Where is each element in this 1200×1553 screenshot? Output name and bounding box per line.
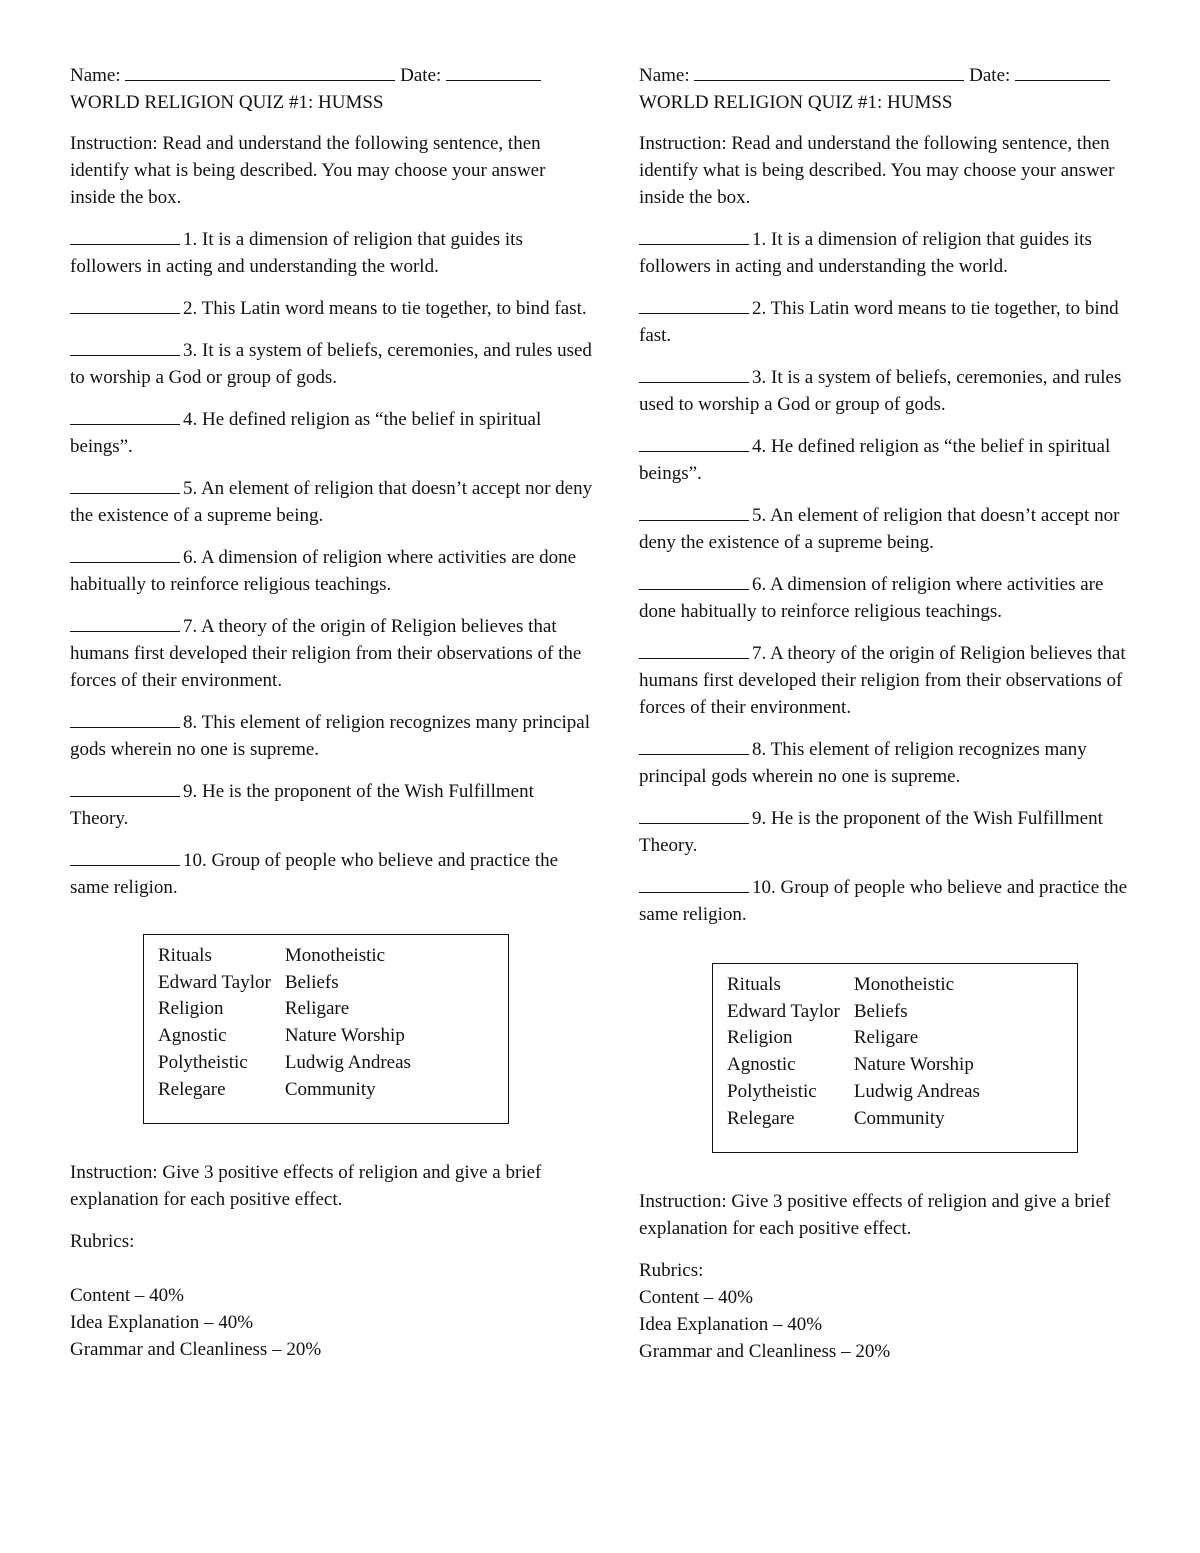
choice-option: Polytheistic (158, 1051, 248, 1073)
question-item (639, 805, 1129, 859)
choice-option: Religion (158, 998, 224, 1020)
question-text: 3. It is a system of beliefs, ceremonies, and rules used to worship a God or group of gods. (70, 340, 592, 388)
choice-option: Religare (284, 998, 350, 1020)
answer-blank[interactable] (639, 433, 749, 452)
question-item (70, 544, 595, 598)
question-item (639, 736, 1129, 790)
choice-option: Agnostic (727, 1054, 796, 1076)
date-label: Date: (969, 65, 1011, 86)
choice-row (727, 999, 994, 1026)
answer-blank[interactable] (639, 736, 749, 755)
question-item (70, 847, 595, 901)
choice-option: Relegare (158, 1078, 226, 1100)
instruction-essay: Instruction: Give 3 positive effects of religion and give a brief explanation for each positive effect. (70, 1162, 542, 1210)
answer-blank[interactable] (70, 709, 180, 728)
rubrics-label: Rubrics: (639, 1260, 704, 1281)
choice-option: Nature Worship (284, 1025, 405, 1047)
question-text: 8. This element of religion recognizes many principal gods wherein no one is supreme. (70, 712, 590, 760)
question-item (70, 613, 595, 694)
question-text: 3. It is a system of beliefs, ceremonies, and rules used to worship a God or group of gods. (639, 367, 1122, 415)
question-item (639, 433, 1129, 487)
choice-row (158, 1050, 425, 1077)
name-field[interactable] (694, 62, 964, 81)
choice-option: Monotheistic (853, 974, 955, 995)
rubric-item: Idea Explanation – 40% (70, 1312, 254, 1333)
answer-blank[interactable] (639, 805, 749, 824)
rubric-list (639, 1284, 1129, 1365)
question-text: 8. This element of religion recognizes many principal gods wherein no one is supreme. (639, 739, 1087, 787)
instruction-essay: Instruction: Give 3 positive effects of religion and give a brief explanation for each positive effect. (639, 1191, 1111, 1239)
answer-blank[interactable] (639, 640, 749, 659)
question-item (70, 337, 595, 391)
choice-row (158, 996, 425, 1023)
question-text: 2. This Latin word means to tie together, to bind fast. (639, 298, 1119, 346)
answer-blank[interactable] (70, 613, 180, 632)
rubric-item: Content – 40% (70, 1285, 184, 1306)
choice-row (727, 1052, 994, 1079)
question-item (639, 571, 1129, 625)
answer-blank[interactable] (639, 571, 749, 590)
answer-blank[interactable] (70, 406, 180, 425)
answer-choices-table (727, 972, 994, 1132)
choice-option: Rituals (727, 974, 781, 995)
question-text: 10. Group of people who believe and practice the same religion. (639, 877, 1128, 925)
question-text: 7. A theory of the origin of Religion believes that humans first developed their religion from their observations of forces of their environment. (639, 643, 1126, 718)
choice-row (158, 1023, 425, 1050)
question-text: 4. He defined religion as “the belief in spiritual beings”. (70, 409, 542, 457)
choice-row (727, 1025, 994, 1052)
choice-option: Beliefs (853, 1000, 908, 1022)
rubric-item: Idea Explanation – 40% (639, 1314, 823, 1335)
question-item (639, 226, 1129, 280)
answer-blank[interactable] (639, 502, 749, 521)
question-item (639, 874, 1129, 928)
instruction-identification: Instruction: Read and understand the following sentence, then identify what is being described. You may choose your answer inside the box. (639, 133, 1115, 208)
answer-blank[interactable] (70, 226, 180, 245)
quiz-title: WORLD RELIGION QUIZ #1: HUMSS (639, 92, 953, 113)
question-text: 1. It is a dimension of religion that guides its followers in acting and understanding the world. (70, 229, 523, 277)
question-list (639, 226, 1129, 928)
question-item (639, 502, 1129, 556)
question-item (639, 295, 1129, 349)
question-text: 7. A theory of the origin of Religion believes that humans first developed their religion from their observations of the forces of their environment. (70, 616, 582, 691)
rubric-item: Grammar and Cleanliness – 20% (70, 1339, 322, 1360)
name-label: Name: (639, 65, 690, 86)
question-text: 9. He is the proponent of the Wish Fulfillment Theory. (639, 808, 1103, 856)
question-item (70, 406, 595, 460)
choice-option: Ludwig Andreas (284, 1051, 411, 1073)
question-item (70, 709, 595, 763)
rubric-item: Grammar and Cleanliness – 20% (639, 1341, 891, 1362)
answer-blank[interactable] (70, 475, 180, 494)
question-text: 6. A dimension of religion where activities are done habitually to reinforce religious teachings. (639, 574, 1104, 622)
choice-row (727, 972, 994, 999)
quiz-title: WORLD RELIGION QUIZ #1: HUMSS (70, 92, 384, 113)
choice-option: Edward Taylor (727, 1000, 840, 1022)
answer-blank[interactable] (639, 226, 749, 245)
choice-option: Relegare (727, 1107, 795, 1129)
rubrics-label: Rubrics: (70, 1231, 135, 1252)
name-label: Name: (70, 65, 121, 86)
question-item (70, 226, 595, 280)
name-date-line (639, 62, 1129, 89)
question-item (639, 364, 1129, 418)
quiz-copy-right (639, 62, 1129, 1365)
question-item (70, 778, 595, 832)
choice-option: Ludwig Andreas (853, 1080, 980, 1102)
question-text: 1. It is a dimension of religion that guides its followers in acting and understanding the world. (639, 229, 1092, 277)
choice-option: Monotheistic (284, 945, 386, 966)
choice-row (158, 1077, 425, 1104)
answer-choices-box (712, 963, 1078, 1153)
question-item (70, 295, 595, 322)
choice-option: Agnostic (158, 1025, 227, 1047)
answer-blank[interactable] (70, 778, 180, 797)
question-list (70, 226, 595, 901)
question-item (639, 640, 1129, 721)
date-field[interactable] (446, 62, 541, 81)
instruction-identification: Instruction: Read and understand the following sentence, then identify what is being described. You may choose your answer inside the box. (70, 133, 546, 208)
choice-option: Edward Taylor (158, 971, 271, 993)
choice-row (158, 970, 425, 997)
answer-blank[interactable] (70, 295, 180, 314)
name-date-line (70, 62, 595, 89)
question-text: 5. An element of religion that doesn’t accept nor deny the existence of a supreme being. (639, 505, 1120, 553)
answer-choices-box (143, 934, 509, 1124)
choice-option: Polytheistic (727, 1080, 817, 1102)
choice-option: Community (284, 1078, 376, 1100)
quiz-copy-left (70, 62, 595, 1363)
question-text: 9. He is the proponent of the Wish Fulfillment Theory. (70, 781, 534, 829)
answer-blank[interactable] (639, 874, 749, 893)
choice-option: Beliefs (284, 971, 339, 993)
date-label: Date: (400, 65, 442, 86)
rubric-item: Content – 40% (639, 1287, 753, 1308)
question-text: 10. Group of people who believe and practice the same religion. (70, 850, 559, 898)
choice-option: Rituals (158, 945, 212, 966)
date-field[interactable] (1015, 62, 1110, 81)
answer-blank[interactable] (70, 544, 180, 563)
choice-option: Religare (853, 1027, 919, 1049)
question-text: 5. An element of religion that doesn’t accept nor deny the existence of a supreme being. (70, 478, 593, 526)
question-text: 6. A dimension of religion where activities are done habitually to reinforce religious teachings. (70, 547, 577, 595)
rubric-list (70, 1282, 595, 1363)
name-field[interactable] (125, 62, 395, 81)
choice-row (158, 943, 425, 970)
answer-choices-table (158, 943, 425, 1103)
question-text: 4. He defined religion as “the belief in spiritual beings”. (639, 436, 1111, 484)
answer-blank[interactable] (70, 337, 180, 356)
choice-row (727, 1079, 994, 1106)
question-text: 2. This Latin word means to tie together, to bind fast. (183, 298, 587, 319)
choice-option: Religion (727, 1027, 793, 1049)
answer-blank[interactable] (639, 364, 749, 383)
question-item (70, 475, 595, 529)
choice-row (727, 1106, 994, 1133)
answer-blank[interactable] (639, 295, 749, 314)
choice-option: Nature Worship (853, 1054, 974, 1076)
choice-option: Community (853, 1107, 945, 1129)
answer-blank[interactable] (70, 847, 180, 866)
